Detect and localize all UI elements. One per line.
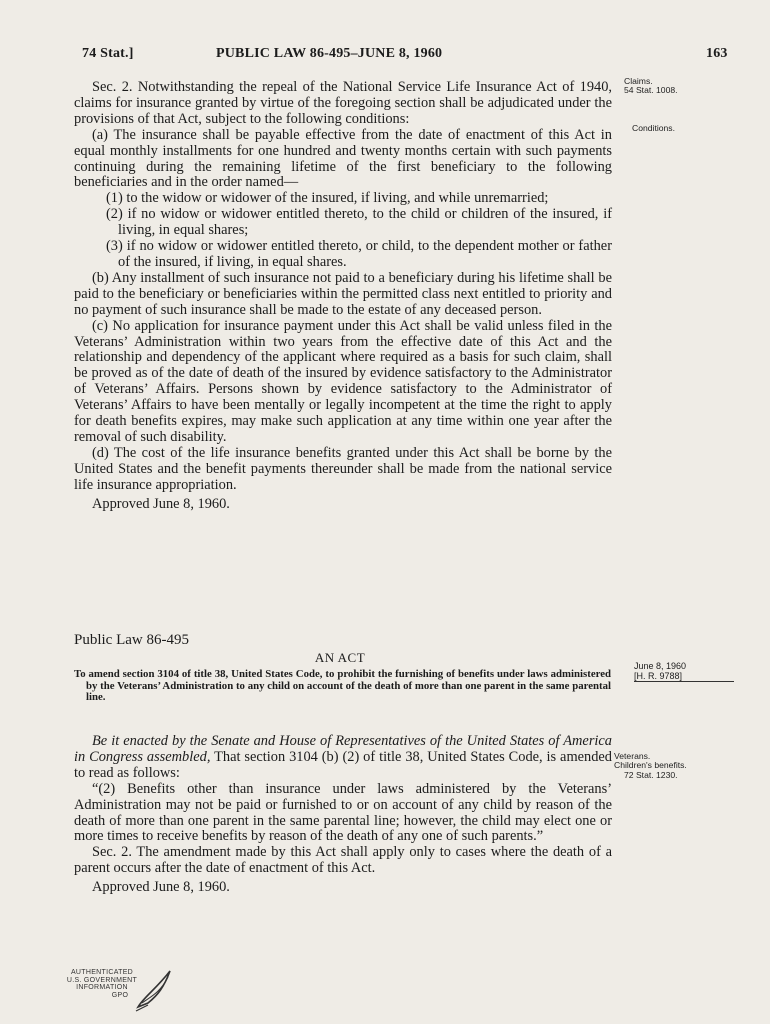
paragraph-a: (a) The insurance shall be payable effective from the date of enactment of this Act in equal monthly installments for one hundred and twenty months certain with such payments continuing during the remaining lifetime of the first beneficiary to the following beneficiaries and in the order named— (74, 126, 612, 191)
act-purpose (74, 669, 611, 704)
an-act-label: AN ACT (314, 650, 366, 665)
margin-note-claims (624, 77, 754, 96)
act-section-2: Sec. 2. The amendment made by this Act shall apply only to cases where the death of a parent occurs after the date of enactment of this Act. (74, 844, 612, 877)
running-head-left: 74 Stat.] (82, 46, 134, 61)
public-law-title: Public Law 86-495 (74, 632, 189, 648)
approved-date-2: Approved June 8, 1960. (92, 879, 230, 896)
approved-date-1: Approved June 8, 1960. (92, 495, 230, 512)
margin-veterans-label: Veterans. (614, 751, 651, 761)
paragraph-d: (d) The cost of the life insurance benefits granted under this Act shall be borne by the United States and the benefit payments thereunder shall be made from the national service life insurance appropriation. (74, 444, 612, 493)
margin-note-conditions: Conditions. (632, 123, 675, 133)
enacting-clause-rest: That section 3104 (b) (2) of title 38, United States Code, is amended to read as follows: (74, 748, 612, 781)
logo-line-2: U.S. GOVERNMENT (66, 976, 138, 984)
paragraph-a3: (3) if no widow or widower entitled thereto, or child, to the dependent mother or father of the insured, if living, in equal shares. (106, 238, 612, 270)
amended-text-quote: “(2) Benefits other than insurance under laws administered by the Veterans’ Administration may not be paid or furnished to or on account of any child by reason of the death of more than one parent in the same parental line; however, the child may elect one or more times to receive benefits by reason of the death of any one of such parents.” (74, 780, 612, 845)
bill-reference (634, 661, 734, 682)
bill-date: June 8, 1960 (634, 661, 687, 671)
eagle-icon (134, 967, 174, 1013)
running-head-title: PUBLIC LAW 86-495–JUNE 8, 1960 (216, 46, 443, 61)
section-2-body (74, 80, 612, 512)
logo-line-3: INFORMATION (76, 984, 128, 992)
gpo-authentication-logo (62, 967, 182, 1013)
margin-note-veterans (614, 752, 744, 780)
margin-childrens-benefits: Children's benefits. (614, 760, 687, 771)
section-2-intro: Sec. 2. Notwithstanding the repeal of the National Service Life Insurance Act of 1940, claims for insurance granted by virtue of the foregoing section shall be adjudicated under the provisions of that Act, subject to the following conditions: (74, 79, 612, 127)
paragraph-b: (b) Any installment of such insurance not paid to a beneficiary during his lifetime shall be paid to the beneficiary or beneficiaries within the permitted class next entitled to priority and no payment of such insurance shall be made to the estate of any deceased person. (74, 269, 612, 318)
logo-line-4: GPO (111, 991, 129, 999)
margin-72-stat: 72 Stat. 1230. (624, 769, 678, 780)
enacting-clause-italic: Be it enacted by the Senate and House of Representatives of the United States of America in Congress assembled, (74, 733, 612, 765)
bill-number: [H. R. 9788] (634, 671, 683, 681)
page-number: 163 (706, 46, 728, 61)
logo-line-1: AUTHENTICATED (70, 969, 134, 976)
margin-claims-label: Claims. (624, 76, 653, 86)
enacting-clause (74, 734, 612, 782)
act-purpose-text: To amend section 3104 of title 38, United States Code, to prohibit the furnishing of benefits under laws administered by the Veterans’ Administration to any child on account of the death of more than one parent in the same parental line. (74, 668, 611, 704)
margin-claims-citation: 54 Stat. 1008. (624, 85, 678, 96)
paragraph-a1: (1) to the widow or widower of the insured, if living, and while unremarried; (106, 190, 549, 207)
paragraph-c: (c) No application for insurance payment under this Act shall be valid unless filed in the Veterans’ Administration within two years from the effective date of this Act and the relationship and dependency of the applicant where required as a basis for such claim, shall be proved as of the date of death of the insured by evidence satisfactory to the Administrator of Veterans’ Affairs. Persons shown by evidence satisfactory to the Administrator of Veterans’ Affairs to have been mentally or legally incompetent at the time the right to apply for death benefits expires, may make such application at any time within one year after the removal of such disability. (74, 317, 612, 445)
paragraph-a2: (2) if no widow or widower entitled thereto, to the child or children of the insured, if living, in equal shares; (106, 206, 612, 239)
act-body (74, 734, 612, 896)
